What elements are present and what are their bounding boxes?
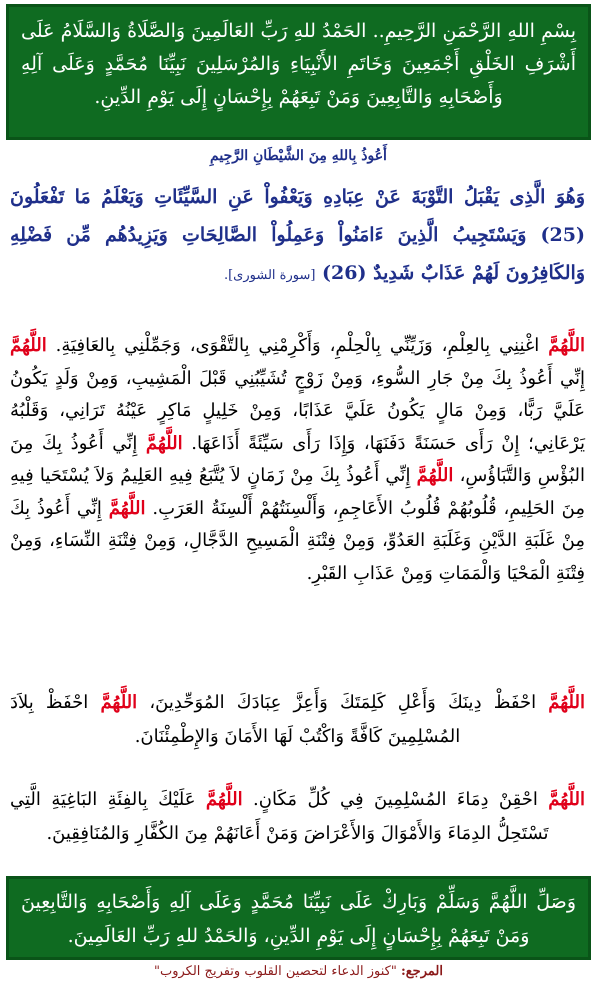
allahumma-word: اللَّهُمَّ	[548, 692, 585, 713]
allahumma-word: اللَّهُمَّ	[145, 432, 183, 454]
dua-text: احْقِنْ دِمَاءَ المُسْلِمِينَ فِي كُلِّ مَكَانٍ.	[242, 789, 538, 810]
closing-salawat-text: وَصَلِّ اللَّهُمَّ وَسَلِّمْ وَبَارِكْ عَلَى نَبِيِّنَا مُحَمَّدٍ وَعَلَى آلِهِ وَأَصْحَابِهِ وَالتَّابِعِينَ وَمَنْ تَبِعَهُمْ بِإِحْسَانٍ إِلَى يَوْمِ الدِّينِ، وَالحَمْدُ للهِ رَبِّ العَالَمِينَ.	[21, 891, 576, 947]
dua-paragraph-1	[10, 330, 585, 590]
allahumma-word: اللَّهُمَّ	[548, 335, 585, 356]
reference-source: "كنوز الدعاء لتحصين القلوب وتفريج الكروب"	[154, 964, 397, 979]
opening-praise-box	[6, 4, 591, 140]
dua-text: إِنِّي أَعُوذُ بِكَ مِنَ البُؤْسِ وَالتَّبَاؤُسِ،	[10, 432, 585, 486]
dua-text: إِنِّي أَعُوذُ بِكَ مِنْ زَمَانٍ لاَ يُتَّبَعُ فِيهِ العَلِيمُ وَلاَ يُسْتَحَيا فِيهِ مِنَ الحَلِيمِ، قُلُوبُهُمْ قُلُوبُ الأَعَاجِمِ، وَأَلْسِنَتُهُمْ أَلْسِنَةُ العَرَبِ.	[10, 465, 585, 519]
dua-text: اغْنِنِي بِالعِلْمِ، وَزَيِّنِّي بِالْحِلْمِ، وَأَكْرِمْنِي بِالتَّقْوَى، وَجَمِّلْنِي بِالعَافِيَةِ.	[46, 335, 540, 356]
quran-reference: [سورة الشورى].	[223, 268, 316, 283]
dua-text: إِنِّي أَعُوذُ بِكَ مِنْ غَلَبَةِ الدَّيْنِ وَغَلَبَةِ العَدُوِّ، وَمِنْ فِتْنَةِ الْمَسِيحِ الدَّجَّالِ، وَمِنْ فِتْنَةِ النِّسَاءِ، وَمِنْ فِتْنَةِ الْمَحْيَا وَالْمَمَاتِ وَمِنْ عَذَابِ القَبْرِ.	[10, 497, 585, 584]
dua-text: إِنِّي أَعُوذُ بِكَ مِنْ جَارِ السُّوءِ، وَمِنْ زَوْجٍ تُشَيِّبُنِي قَبْلَ الْمَشِيبِ، وَمِنْ وَلَدٍ يَكُونُ عَلَيَّ رَبًّا، وَمِنْ مَالٍ يَكُونُ عَلَيَّ عَذَابًا، وَمِنْ خَلِيلٍ مَاكِرٍ عَيْنُهُ تَرَانِي، وَقَلْبُهُ يَرْعَانِي؛ إِنْ رَأَى حَسَنَةً دَفَنَهَا، وَإِذَا رَأَى سَيِّئَةً أَذَاعَهَا.	[10, 367, 585, 454]
closing-salawat-box	[6, 876, 591, 960]
allahumma-word: اللَّهُمَّ	[548, 789, 585, 810]
reference-label: المرجع:	[400, 964, 443, 979]
dua-paragraph-3	[10, 783, 585, 851]
dua-text: احْفَظْ دِينَكَ وَأَعْلِ كَلِمَتَكَ وَأَعِزَّ عِبَادَكَ المُوَحِّدِينَ،	[137, 692, 537, 713]
quran-text: وَهُوَ الَّذِى يَقْبَلُ التَّوْبَةَ عَنْ عِبَادِهِ وَيَعْفُواْ عَنِ السَّيِّئَاتِ وَيَعْلَمُ مَا تَفْعَلُونَ (25) وَيَسْتَجِيبُ الَّذِينَ ءَامَنُواْ وَعَمِلُواْ الصَّالِحَاتِ وَيَزِيدُهُم مِّن فَضْلِهِ وَالكَافِرُونَ لَهُمْ عَذَابٌ شَدِيدٌ (26)	[10, 186, 585, 284]
source-reference	[0, 964, 597, 979]
dua-text: عَلَيْكَ بِالفِئَةِ البَاغِيَةِ الَّتِي تَسْتَحِلُّ الدِمَاءَ وَالأَمْوَالَ وَالأَعْرَاضَ وَمَنْ أَعَانَهُمْ مِنَ الكُفَّارِ وَالمُنَافِقِينَ.	[10, 789, 549, 844]
opening-praise-text: بِسْمِ اللهِ الرَّحْمَنِ الرَّحِيمِ.. الحَمْدُ للهِ رَبِّ العَالَمِينَ وَالصَّلَاةُ وَالسَّلَامُ عَلَى أَشْرَفِ الخَلْقِ أَجْمَعِينَ وَخَاتَمِ الأَنْبِيَاءِ وَالمُرْسَلِينَ نَبِيِّنَا مُحَمَّدٍ وَعَلَى آلِهِ وَأَصْحَابِهِ وَالتَّابِعِينَ وَمَنْ تَبِعَهُمْ بِإِحْسَانٍ إِلَى يَوْمِ الدِّينِ.	[21, 20, 576, 108]
allahumma-word: اللَّهُمَّ	[416, 465, 454, 486]
allahumma-word: اللَّهُمَّ	[100, 692, 138, 713]
allahumma-word: اللَّهُمَّ	[205, 789, 243, 810]
quran-verses	[10, 178, 585, 295]
allahumma-word: اللَّهُمَّ	[108, 497, 146, 519]
istiadha-line: أَعُوذُ بِاللهِ مِنَ الشَّيْطَانِ الرَّجِيمِ	[210, 148, 387, 164]
allahumma-word: اللَّهُمَّ	[10, 335, 47, 356]
dua-paragraph-2	[10, 686, 585, 754]
dua-text: احْفَظْ بِلاَدَ المُسْلِمِينَ كَافَّةً وَاكْتُبْ لَهَا الأَمَانَ وَالإِطْمِئْنَانَ.	[10, 692, 461, 747]
